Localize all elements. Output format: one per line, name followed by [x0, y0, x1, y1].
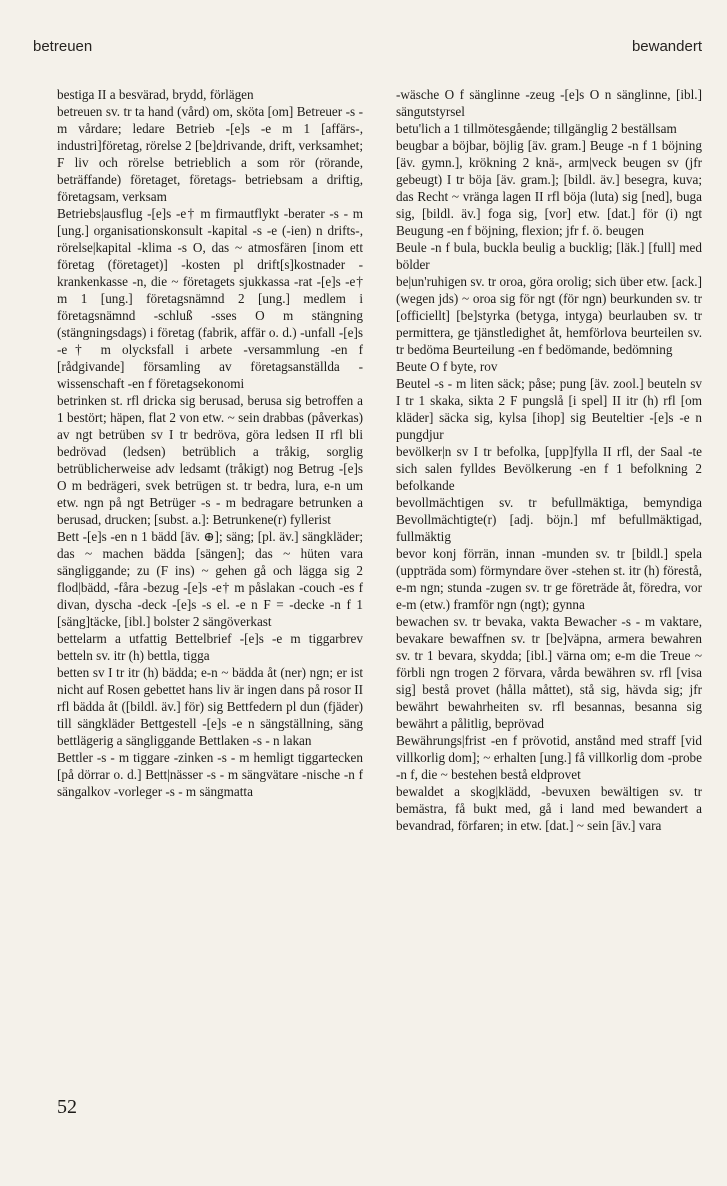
dictionary-entry: -wäsche O f sänglinne -zeug -[e]s O n sänglinne, [ibl.] sängutstyrsel [396, 87, 702, 119]
dictionary-entry: bewaldet a skog|klädd, -bevuxen bewältigen sv. tr bemästra, få bukt med, gå i land med bewandert a bevandrad, förfaren; in etw. [dat.] ~ sein [äv.] vara [396, 784, 702, 833]
dictionary-entry: Beute O f byte, rov [396, 359, 498, 374]
dictionary-entry: bevor konj förrän, innan -munden sv. tr [bildl.] spela (uppträda som) förmyndare över -stehen st. itr (h) förestå, e-m ngn; stunda -zugen sv. tr ge företräde åt, föredra, vor e-m (etw.) framför ngn (ngt); gynna [396, 546, 702, 612]
dictionary-entry: be|un'ruhigen sv. tr oroa, göra orolig; sich über etw. [ack.] (wegen jds) ~ oroa sig för ngt (för ngn) beurkunden sv. tr [officiellt] [be]styrka (betyga, intyga) beurlauben sv. tr permittera, ge tjänstledighet åt, hemförlova beurteilen sv. tr bedöma Beurteilung -en f bedömande, bedömning [396, 274, 702, 357]
dictionary-entry: bettelarm a utfattig Bettelbrief -[e]s -e m tiggarbrev betteln sv. itr (h) bettla, tigga [57, 631, 363, 663]
running-head-left: betreuen [33, 38, 93, 55]
dictionary-entry: Bett -[e]s -en n 1 bädd [äv. ⊕]; säng; [pl. äv.] sängkläder; das ~ machen bädda [sängen]; das ~ hüten vara sängliggande; zu (F ins) ~ gehen gå och lägga sig 2 flod|bädd, -fåra -bezug -[e]s -e† m påslakan -couch -es f divan, dyscha -deck -[e]s -s el. -e n F = -decke -n f 1 [säng]täcke, [ibl.] bolster 2 sängöverkast [57, 529, 363, 629]
dictionary-entry: beugbar a böjbar, böjlig [äv. gram.] Beuge -n f 1 böjning [äv. gymn.], krökning 2 knä-, arm|veck beugen sv (jfr gebeugt) I tr böja [äv. gram.]; [bildl. äv.] besegra, kuva; das Recht ~ vränga lagen II rfl böja (luta) sig [ned], buga sig, [bildl. äv.] foga sig, [vor] etw. [dat.] för (i) ngt Beugung -en f böjning, flexion; jfr f. ö. beugen [396, 138, 702, 238]
dictionary-entry: bevölker|n sv I tr befolka, [upp]fylla II rfl, der Saal -te sich salen fylldes Bevölkerung -en f 1 befolkning 2 befolkande [396, 444, 702, 493]
dictionary-entry: bewachen sv. tr bevaka, vakta Bewacher -s - m vaktare, bevakare bewaffnen sv. tr [be]väpna, armera bewahren sv. tr 1 bevara, skydda; [ibl.] värna om; e-m die Treue ~ förbli ngn trogen 2 förvara, vårda bewähren sv. rfl [visa sig] bestå provet (hålla måttet), stå sig, hävda sig; jfr bewährt bewahrheiten sv. rfl besannas, besanna sig bewährt a pålitlig, beprövad [396, 614, 702, 731]
dictionary-entry: Bewährungs|frist -en f prövotid, anstånd med straff [vid villkorlig dom]; ~ erhalten [ung.] få villkorlig dom -probe -n f, die ~ bestehen bestå eldprovet [396, 733, 702, 782]
left-column [57, 86, 363, 800]
running-head-right: bewandert [631, 38, 702, 55]
dictionary-entry: Beule -n f bula, buckla beulig a bucklig; [läk.] [full] med bölder [396, 240, 702, 272]
dictionary-entry: bestiga II a besvärad, brydd, förlägen [57, 87, 254, 102]
dictionary-entry: Bettler -s - m tiggare -zinken -s - m hemligt tiggartecken [på dörrar o. d.] Bett|nässer -s - m sängvätare -nische -n f sängalkov -vorleger -s - m sängmatta [57, 750, 363, 799]
dictionary-entry: Betriebs|ausflug -[e]s -e† m firmautflykt -berater -s - m [ung.] organisationskonsult -kapital -s -e (-ien) n drifts-, rörelse|kapital -klima -s O, das ~ atmosfären [inom ett företag (företaget)] -kosten pl drift[s]kostnader -krankenkasse -n, die ~ företagets sjukkassa -rat -[e]s -e† m 1 [ung.] företagsnämnd 2 [ung.] medlem i företagsnämnd -schluß -sses O m stängning (stängningsdags) i företag (fabrik, affär o. d.) -unfall -[e]s -e† m olycksfall i arbete -versammlung -en f [rådgivande] församling av företagsanställda -wissenschaft -en f företagsekonomi [57, 206, 363, 391]
dictionary-entry: betten sv I tr itr (h) bädda; e-n ~ bädda åt (ner) ngn; er ist nicht auf Rosen gebettet hans liv är ingen dans på rosor II rfl bädda åt ([bildl. äv.] för) sig Bettfedern pl dun (fjäder) till sängkläder Bettgestell -[e]s -e n sängställning, säng bettlägerig a sängliggande Bettlaken -s - n lakan [57, 665, 363, 748]
dictionary-entry: Beutel -s - m liten säck; påse; pung [äv. zool.] beuteln sv I tr 1 skaka, sikta 2 F pungslå [i spel] II itr (h) rfl [om kläder] säcka sig, kylsa [ihop] sig Beuteltier -[e]s -e n pungdjur [396, 376, 702, 442]
dictionary-entry: betrinken st. rfl dricka sig berusad, berusa sig betroffen a 1 bestört; häpen, flat 2 von etw. ~ sein drabbas (påverkas) av ngt betrüben sv I tr bedröva, göra ledsen II rfl bli bedrövad (ledsen) betrüblich a tråkig, sorglig betrüblicherweise adv ledsamt (tråkigt) nog Betrug -[e]s O m bedrägeri, svek betrügen st. tr bedra, lura, e-n um etw. ngn på ngt Betrüger -s - m bedragare betrunken a berusad, drucken; [subst. a.]: Betrunkene(r) fyllerist [57, 393, 363, 527]
page-number: 52 [57, 1096, 77, 1118]
right-column [396, 86, 702, 834]
dictionary-entry: betu'lich a 1 tillmötesgående; tillgänglig 2 beställsam [396, 121, 677, 136]
dictionary-entry: betreuen sv. tr ta hand (vård) om, sköta [om] Betreuer -s - m vårdare; ledare Betrieb -[e]s -e m 1 [affärs-, industri]företag, rörelse 2 [be]drivande, drift, verksamhet; F liv och rörelse betrieblich a som rör (rörande, beträffande) företaget, företags- betriebsam a driftig, företagsam, verksam [57, 104, 363, 204]
dictionary-entry: bevollmächtigen sv. tr befullmäktiga, bemyndiga Bevollmächtigte(r) [adj. böjn.] mf befullmäktigad, fullmäktig [396, 495, 702, 544]
